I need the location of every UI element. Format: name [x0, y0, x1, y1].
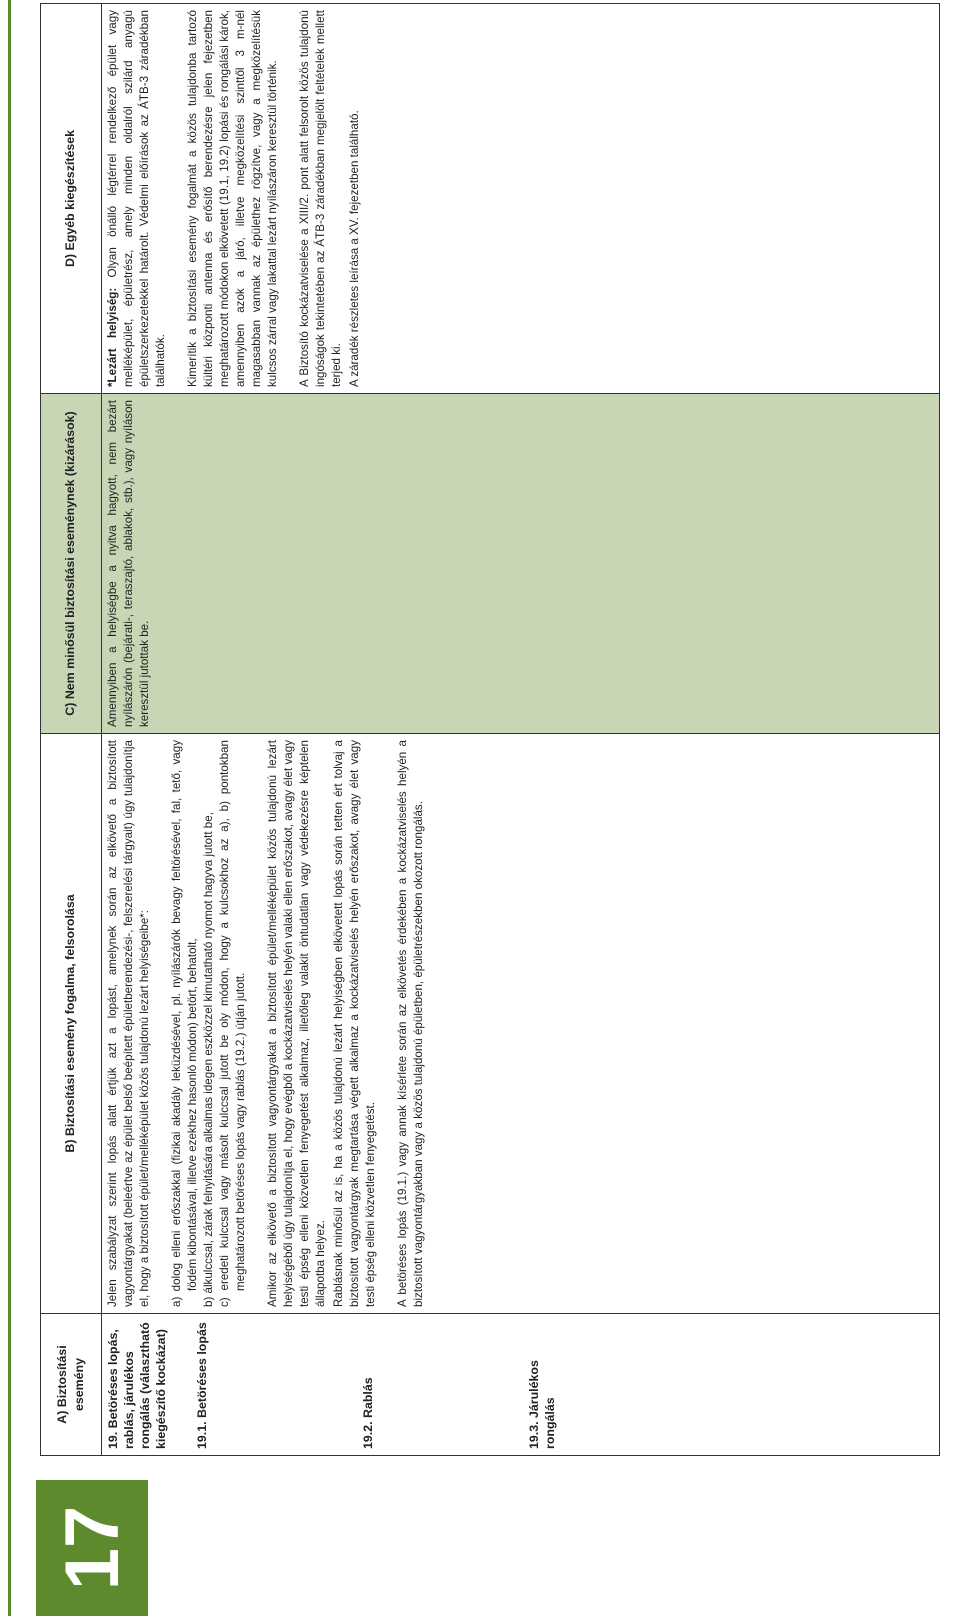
damage-definition: A betöréses lopás (19.1.) vagy annak kísérlete során az elkövetés érdekében a kockázatviselés helyén a biztosított vagyontárgyakban vagy a közös tulajdonú épületben, épületrészekben okozott rongálás.: [395, 740, 425, 1307]
header-exclusions: C) Nem minősül biztosítási eseménynek (kizárások): [41, 394, 102, 734]
coverage-note-2: A záradék részletes leírása a XV. fejezetben található.: [347, 110, 361, 387]
event-sub-robbery: 19.2. Rablás: [360, 1377, 375, 1449]
exclusion-text: Amennyiben a helyiségbe a nyitva hagyott, nem bezárt nyílászárón (bejárati-, teraszajtó, ablakok, stb.), vagy nyíláson keresztül jutottak be.: [106, 400, 151, 727]
event-sub-burglary: 19.1. Betöréses lopás: [194, 1322, 209, 1449]
table-row: [102, 4, 940, 1456]
header-definition: B) Biztosítási esemény fogalma, felsorolása: [41, 734, 102, 1314]
coverage-note-1: A Biztosító kockázatviselése a XIII/2. pont alatt felsorolt közös tulajdonú ingóságok tekintetében az ÁTB-3 záradékban megjelölt feltételek mellett terjed ki.: [297, 10, 343, 387]
locked-room-text: Olyan önálló légtérrel rendelkező épület vagy melléképület, épületrész, amely minden oldalról szilárd anyagú épületszerkezetekkel határolt. Védelmi előírások az ÁTB-3 záradékban találhatók.: [106, 10, 167, 387]
insurance-event-table: [40, 3, 940, 1456]
robbery-definition-1: Amikor az elkövető a biztosított vagyontárgyakat a biztosított épület/melléképület közös tulajdonú lezárt helyiségéből úgy tulajdonítja el, hogy evégből a kockázatviselés helyén valaki ellen erőszakot, avagy élet vagy testi épség elleni közvetlen fenyegetést alkalmaz, illetőleg valakit öntudatlan vagy védekezésre képtelen állapotba helyez.: [265, 740, 327, 1307]
additions-cell: [102, 4, 940, 394]
header-event: A) Biztosítási esemény: [41, 1314, 102, 1456]
locked-room-label: *Lezárt helyiség:: [106, 287, 119, 387]
table-header-row: [41, 4, 102, 1456]
robbery-definition-2: Rablásnak minősül az is, ha a közös tulajdonú lezárt helyiségben elkövetett lopás során tetten ért tolvaj a biztosított vagyontárgyak megtartása végett alkalmaz a kockázatviselés helyén erőszakot, avagy élet vagy testi épség elleni közvetlen fenyegetést.: [331, 740, 377, 1307]
event-title: 19. Betöréses lopás, rablás, járulékos rongálás (választható kiegészítő kockázat): [106, 1322, 169, 1449]
left-margin-rule: [8, 0, 11, 1616]
definition-item-b: b) álkulccsal, zárak felnyitására alkalmas idegen eszközzel kimutatható nyomot hagyva jutott be,: [201, 812, 215, 1307]
definition-cell: [102, 734, 940, 1314]
definition-item-a: a) dolog elleni erőszakkal (fizikai akadály leküzdésével, pl. nyílászárók bevagy feltörésével, fal, tető, vagy födém kibontásával, illetve ezekhez hasonló módon) betört, behatolt,: [169, 740, 199, 1307]
definition-intro: Jelen szabályzat szerint lopás alatt értjük azt a lopást, amelynek során az elkövető a biztosított vagyontárgyakat (beleértve az épület belső beépített épületberendezési-, felszerelési tárgyait) úgy tulajdonítja el, hogy a biztosított épület/melléképület közös tulajdonú lezárt helyiségeibe*:: [106, 740, 151, 1307]
locked-room-note: [105, 10, 169, 387]
header-additions: D) Egyéb kiegészítések: [41, 4, 102, 394]
event-cell: [102, 1314, 940, 1456]
page-number: 17: [49, 1505, 135, 1591]
event-sub-damage: 19.3. Járulékos rongálás: [526, 1360, 557, 1449]
exclusions-cell: [102, 394, 940, 734]
antenna-note: Kimerítik a biztosítási esemény fogalmát a közös tulajdonba tartozó kültéri központi antenna és erősítő berendezésre jelen fejezetben meghatározott módokon elkövetett (19.1, 19.2) lopási és rongálási károk, amennyiben azok a járó, illetve megközelítési szinttől 3 m-nél magasabban vannak az épülethez rögzítve, vagy a megközelítésük kulcsos zárral vagy lakattal lezárt nyílászáron keresztül történik.: [185, 10, 279, 387]
rotated-page-content: [40, 4, 940, 1456]
definition-item-c: c) eredeti kulccsal vagy másolt kulccsal jutott be oly módon, hogy a kulcsokhoz az a), b) pontokban meghatározott betöréses lopás vagy rablás (19.2.) útján jutott.: [217, 740, 247, 1307]
